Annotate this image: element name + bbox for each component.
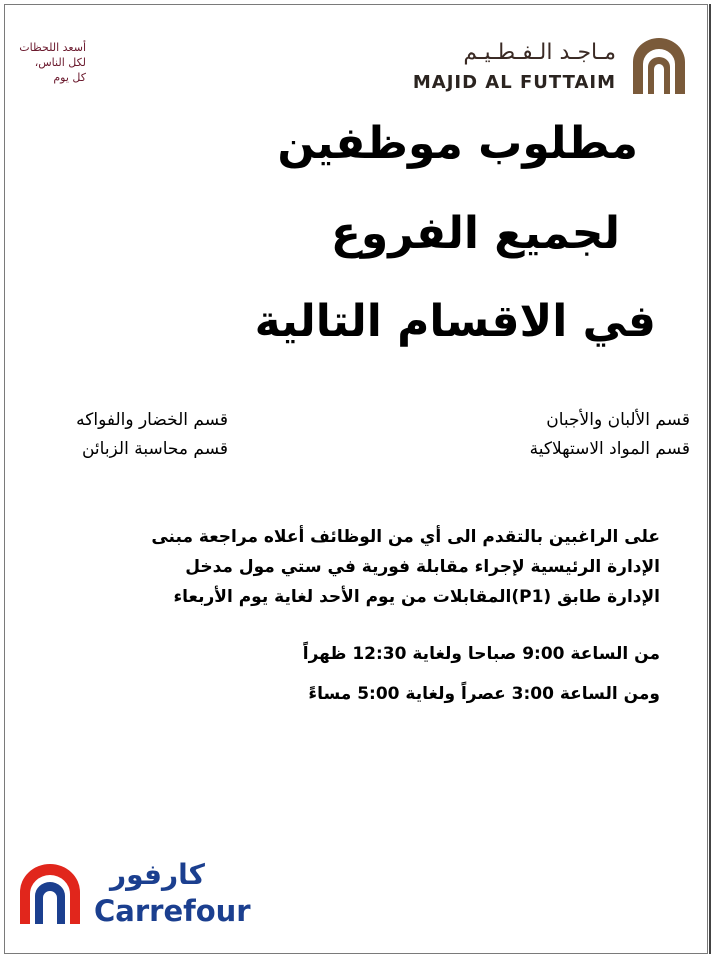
application-instructions [40,522,660,612]
instructions-line-3: الإدارة طابق (P1)المقابلات من يوم الأحد لغاية يوم الأربعاء [173,587,660,607]
interview-hours-afternoon: ومن الساعة 3:00 عصراً ولغاية 5:00 مساءً [308,684,660,704]
carrefour-logo-english: Carrefour [94,894,251,928]
slogan-line-3: كل يوم [53,71,86,84]
instructions-line-2: الإدارة الرئيسية لإجراء مقابلة فورية في ستي مول مدخل [185,557,660,577]
headline-line-1: مطلوب موظفين [277,118,638,169]
majid-al-futtaim-logo [398,38,688,94]
slogan-line-2: لكل الناس، [34,56,86,69]
carrefour-logo-arabic: كارفور [110,858,205,891]
maf-arch-icon [630,38,688,94]
interview-hours-morning: من الساعة 9:00 صباحا ولغاية 12:30 ظهراً [302,644,660,664]
departments-right [530,406,690,464]
slogan [12,40,86,85]
headline-line-2: لجميع الفروع [330,208,620,259]
page-edge [709,4,711,954]
department-item: قسم الخضار والفواكه [76,410,228,430]
instructions-line-1: على الراغبين بالتقدم الى أي من الوظائف أعلاه مراجعة مبنى [151,527,660,547]
slogan-line-1: أسعد اللحظات [19,41,86,54]
maf-logo-english: MAJID AL FUTTAIM [412,72,616,93]
carrefour-logo [18,858,278,930]
department-item: قسم محاسبة الزبائن [81,439,228,459]
maf-logo-arabic: مـاجـد الـفـطـيـم [463,40,616,65]
department-item: قسم الألبان والأجبان [546,410,690,430]
department-item: قسم المواد الاستهلاكية [529,439,690,459]
carrefour-arch-icon [18,862,82,926]
headline-line-3: في الاقسام التالية [254,296,656,347]
departments-left [76,406,228,464]
